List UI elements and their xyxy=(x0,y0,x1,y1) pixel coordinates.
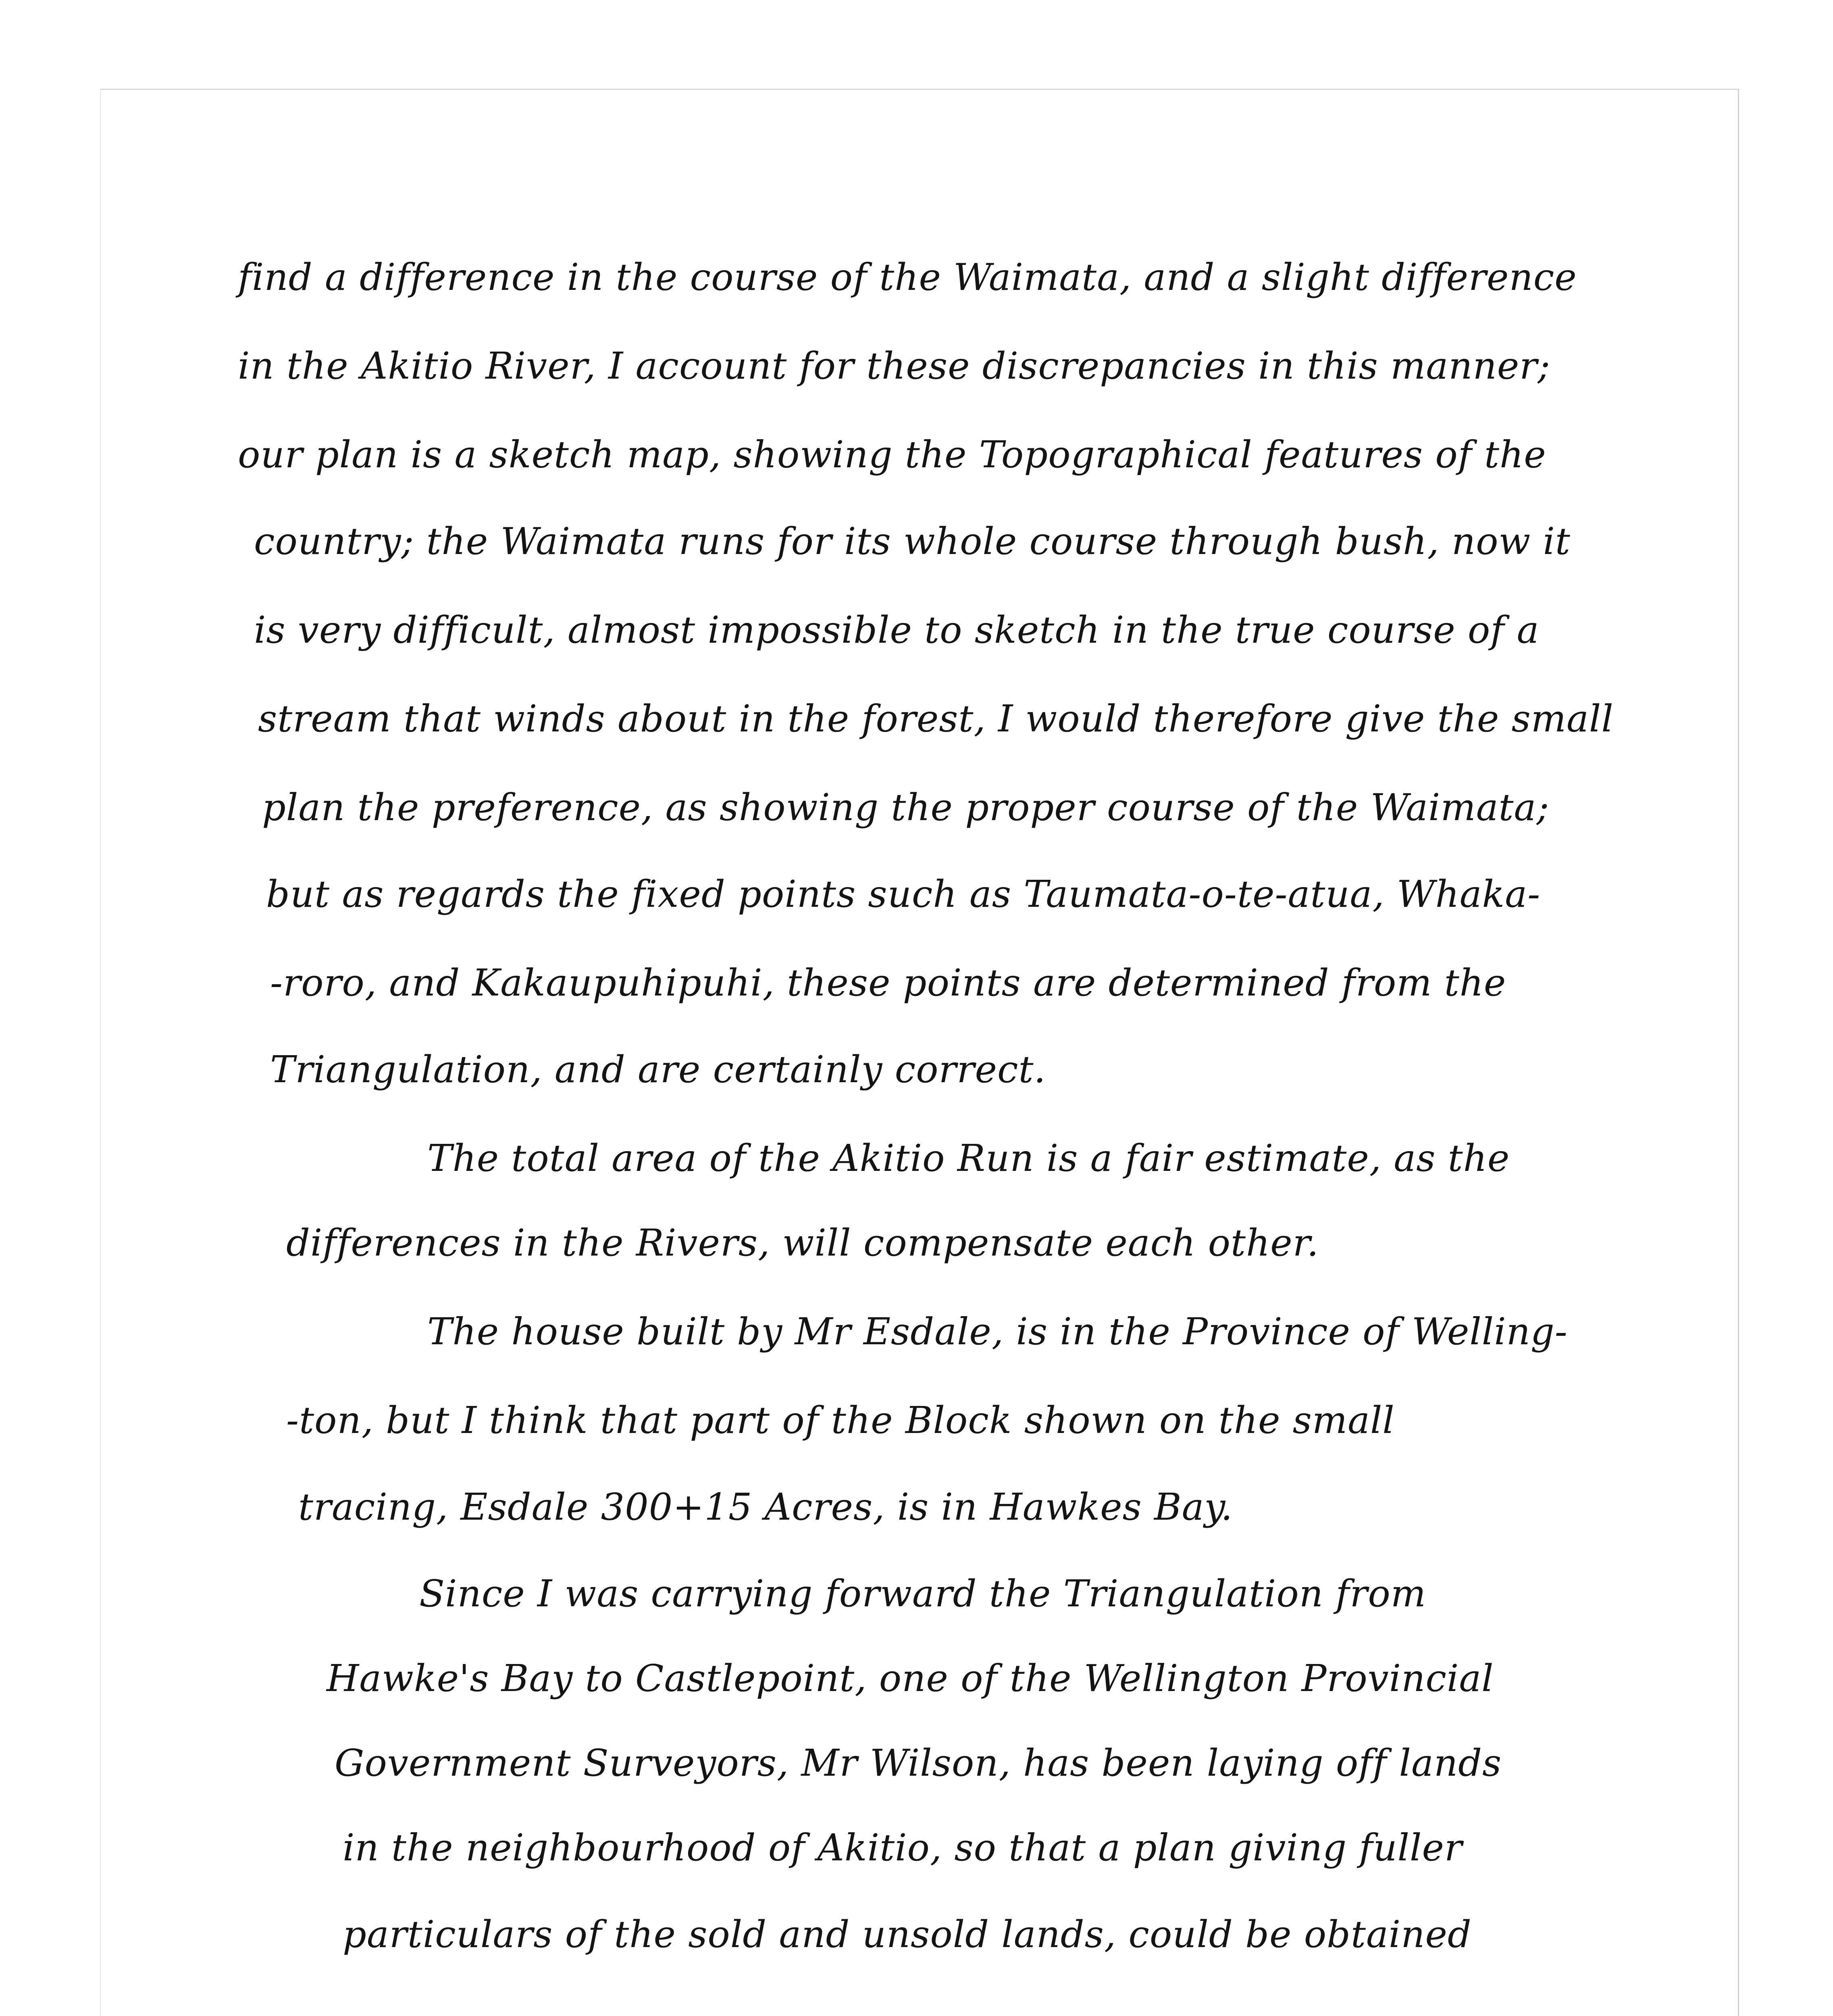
text-line-14: -ton, but I think that part of the Block shown on the small xyxy=(286,1399,1395,1442)
text-line-5: is very difficult, almost impossible to sketch in the true course of a xyxy=(254,608,1540,652)
text-line-20: particulars of the sold and unsold lands, could be obtained xyxy=(343,1913,1472,1956)
text-line-13: The house built by Mr Esdale, is in the Province of Welling- xyxy=(427,1310,1568,1353)
text-line-4: country; the Waimata runs for its whole course through bush, now it xyxy=(254,520,1571,563)
text-line-19: in the neighbourhood of Akitio, so that a plan giving fuller xyxy=(343,1826,1463,1869)
text-line-1: find a difference in the course of the Waimata, and a slight difference xyxy=(238,256,1577,299)
text-line-8: but as regards the fixed points such as Taumata-o-te-atua, Whaka- xyxy=(266,873,1541,916)
text-line-6: stream that winds about in the forest, I would therefore give the small xyxy=(258,697,1614,740)
text-line-9: -roro, and Kakaupuhipuhi, these points are determined from the xyxy=(270,961,1506,1004)
text-line-7: plan the preference, as showing the proper course of the Waimata; xyxy=(262,786,1550,829)
text-line-10: Triangulation, and are certainly correct. xyxy=(270,1048,1046,1091)
text-line-18: Government Surveyors, Mr Wilson, has been laying off lands xyxy=(335,1741,1502,1785)
document-page xyxy=(100,89,1739,2016)
text-line-11: The total area of the Akitio Run is a fair estimate, as the xyxy=(427,1137,1510,1180)
text-line-17: Hawke's Bay to Castlepoint, one of the Wellington Provincial xyxy=(327,1657,1494,1700)
text-line-2: in the Akitio River, I account for these discrepancies in this manner; xyxy=(238,344,1551,387)
text-line-16: Since I was carrying forward the Triangulation from xyxy=(419,1572,1426,1615)
text-line-15: tracing, Esdale 300+15 Acres, is in Hawkes Bay. xyxy=(298,1485,1233,1529)
text-line-12: differences in the Rivers, will compensate each other. xyxy=(286,1221,1319,1264)
text-line-3: our plan is a sketch map, showing the Topographical features of the xyxy=(238,433,1546,476)
